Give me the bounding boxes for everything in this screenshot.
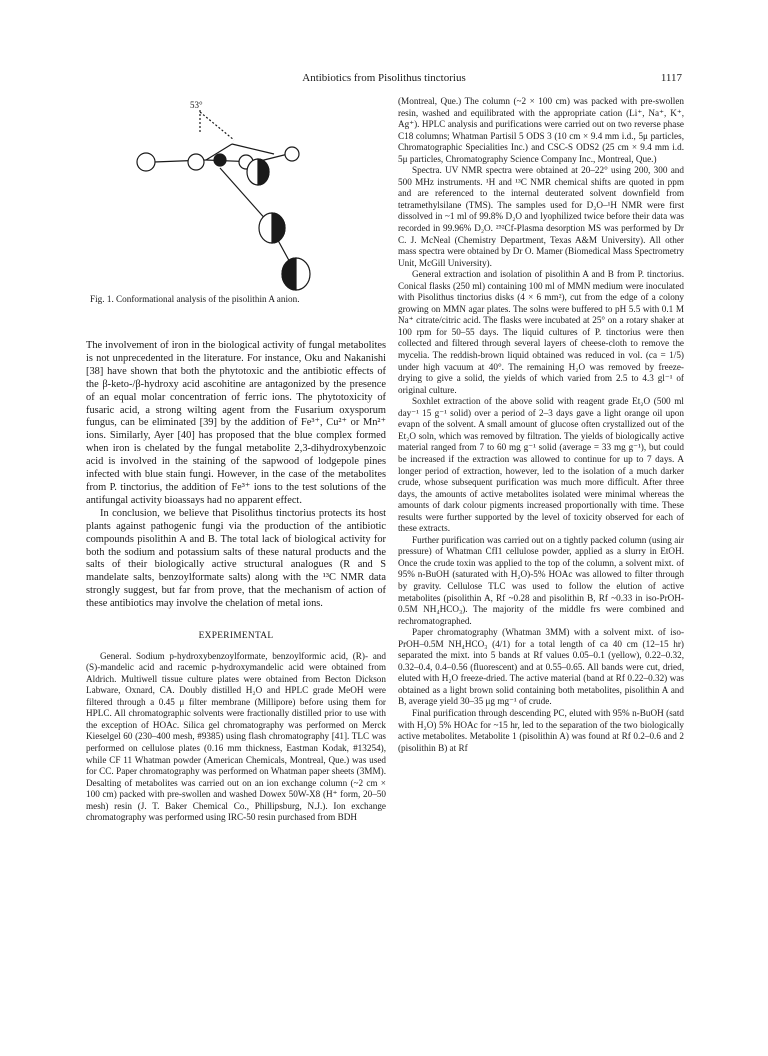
- angle-label: 53°: [190, 100, 203, 110]
- conformational-diagram: [86, 96, 386, 296]
- atom-sphere: [285, 147, 299, 161]
- paragraph: General extraction and isolation of pisolithin A and B from P. tinctorius. Conical flasks (250 ml) containing 100 ml of MMN medium were inoculated with Pisolithus tinctorius disks (4 × 6 mm²), cut from the edge of a colony growing on MMN agar plates. The solns were buffered to pH 5.5 with 0.1 M Na⁺ citrate/citric acid. The flasks were incubated at 25° on a rotary shaker at 100 rpm for 50–55 days. The liquid cultures of P. tinctorius were then collected and filtered through several layers of cheese-cloth to remove the mycelia. The reddish-brown liquid obtained was reduced in vol. (ca = 1/5) under high vacuum at 40°. The remaining H₂O was removed by freeze-drying to give a solid, the yields of which varied from 2.5 to 4.3 gl⁻¹ of original culture.: [398, 269, 684, 395]
- paragraph: The involvement of iron in the biological activity of fungal metabolites is not unprecedented in the literature. For instance, Oku and Nakanishi [38] have shown that both the phytotoxic and the antibiotic effects of the β-keto-/β-hydroxy acid ascohitine are antagonized by the presence of an equal molar concentration of ferric ions. The phytotoxicity of fusaric acid, a strong wilting agent from the Fusarium oxysporum fungus, can be eliminated [39] by the addition of Fe³⁺, Cu²⁺ or Mn²⁺ ions. Similarly, Ayer [40] has proposed that the blue complex formed when iron is chelated by the fungal metabolite 2,3-dihydroxybenzoic acid is involved in the staining of the sapwood of lodgepole pines infected with blue stain fungi. However, in the case of the metabolites from P. tinctorius, the addition of Fe³⁺ ions to the test solutions of the antifungal activity bioassays had no apparent effect.: [86, 340, 386, 506]
- page-number: 1117: [660, 72, 682, 84]
- discussion-text: [86, 340, 386, 611]
- orbital-lobe-shaded: [258, 159, 269, 185]
- figure-caption: Fig. 1. Conformational analysis of the pisolithin A anion.: [90, 294, 300, 304]
- figure-1: [86, 96, 386, 306]
- paragraph: Spectra. UV NMR spectra were obtained at 20–22° using 200, 300 and 500 MHz instruments. ¹H and ¹³C NMR chemical shifts are quoted in ppm and are referenced to the internal deuterated solvent downfield from tetramethylsilane (TMS). The samples used for D₂O–¹H NMR were first dissolved in ~1 ml of 99.8% D₂O and lyophilized twice before their data was recorded in 99.96% D₂O. ²⁵²Cf-Plasma desorption MS was performed by Dr C. J. McNeal (Chemistry Department, Texas A&M University). All other mass spectra were obtained by Dr O. Mamer (Biomedical Mass Spectrometry Unit, McGill University).: [398, 165, 684, 268]
- orbital-lobe-shaded: [282, 258, 296, 290]
- atom-sphere: [137, 153, 155, 171]
- orbital-lobe-shaded: [272, 213, 285, 243]
- atom-sphere: [188, 154, 204, 170]
- paragraph: Paper chromatography (Whatman 3MM) with a solvent mixt. of iso-PrOH–0.5M NH₄HCO₃ (4/1) for a total length of ca 40 cm (12–15 hr) separated the mixt. into 5 bands at Rf values 0.05–0.1 (yellow), 0.22–0.32, 0.32–0.4, 0.4–0.56 (fluorescent) and at 0.55–0.65. All bands were cut, dried, eluted with H₂O freeze-dried. The active material (band at Rf 0.22–0.32) was obtained as a light brown solid containing both metabolites, pisolithin A and B, average yield 30–35 μg mg⁻¹ of crude.: [398, 627, 684, 707]
- paragraph: Further purification was carried out on a tightly packed column (using air pressure) of Whatman CfI1 cellulose powder, applied as a slurry in EtOH. Once the crude toxin was applied to the top of the column, a solvent mixt. of 95% n-BuOH (saturated with H₂O)-5% HOAc was allowed to filter through by gravity. Cellulose TLC was used to follow the elution of active metabolites (pisolithin A, Rf ~0.28 and pisolithin B, Rf ~0.33 in iso-PrOH-0.5M NH₄HCO₃). The majority of the middle frs were combined and rechromatographed.: [398, 534, 684, 626]
- section-heading: EXPERIMENTAL: [198, 631, 274, 642]
- paragraph: (Montreal, Que.) The column (~2 × 100 cm) was packed with pre-swollen resin, washed and equilibrated with the appropriate cation (Li⁺, Na⁺, K⁺, Ag⁺). HPLC analysis and purifications were carried out on two reverse phase C18 columns; Whatman Partisil 5 ODS 3 (10 cm × 9.4 mm i.d., 5μ particles, Chromatographic Specialities Inc.) and CSC-S ODS2 (25 cm × 9.4 mm i.d. 5μ particles, Chromatography Science Company Inc., Montreal, Que.): [398, 96, 684, 164]
- running-head: [0, 72, 768, 88]
- dashed-angle-line: [200, 112, 234, 140]
- paragraph: In conclusion, we believe that Pisolithus tinctorius protects its host plants against pathogenic fungi via the production of the antibiotic compounds pisolithin A and B. The total lack of biological activity for both the sodium and potassium salts of these natural products and the salts of their biologically active structural analogues (R and S mandelate salts, benzoylformate salts) along with the ¹³C NMR data strongly suggest, but far from prove, that the mechanism of action of these antibiotics may involve the chelation of metal ions.: [86, 507, 386, 610]
- paragraph: Final purification through descending PC, eluted with 95% n-BuOH (satd with H₂O) 5% HOAc for ~15 hr, led to the separation of the two biologically active metabolites. Metabolite 1 (pisolithin A) was found at Rf 0.2–0.6 and 2 (pisolithin B) at Rf: [398, 707, 684, 753]
- right-column: [398, 96, 684, 754]
- paragraph: General. Sodium p-hydroxybenzoylformate, benzoylformic acid, (R)- and (S)-mandelic acid and racemic p-hydroxymandelic acid were obtained from Aldrich. Multiwell tissue culture plates were obtained from Becton Dickson Labware, Oxnard, CA. Doubly distilled H₂O and HPLC grade MeOH were filtered through a 0.45 μ filter membrane (Millipore) before using them for HPLC. All chromatographic solvents were fractionally distilled prior to use with the exception of HOAc. Silica gel chromatography was performed on Merck Kieselgel 60 (230–400 mesh, #9385) using flash chromatography [41]. TLC was performed on cellulose plates (0.16 mm thickness, Eastman Kodak, #13254), while CF 11 Whatman powder (American Chemicals, Montreal, Que.) was used for CC. Paper chromatography was performed on Whatman paper sheets (3MM). Desalting of metabolites was carried out on an ion exchange column (~2 cm × 100 cm) packed with pre-swollen and washed Dowex 50W-X8 (H⁺ form, 20–50 mesh) resin (J. T. Baker Chemical Co., Phillipsburg, N.J.). Ion exchange chromatography was performed using IRC-50 resin purchased from BDH: [86, 650, 386, 823]
- running-title: Antibiotics from Pisolithus tinctorius: [302, 72, 466, 84]
- left-column: [86, 96, 386, 824]
- paragraph: Soxhlet extraction of the above solid with reagent grade Et₂O (500 ml day⁻¹ 15 g⁻¹ solid) over a period of 2–3 days gave a light orange oil upon evapn of the solvent. A small amount of glucose often crystallized out of the Et₂O soln, which was removed by filtration. The yields of biologically active material ranged from 7 to 60 mg g⁻¹ solid (average = 33 mg g⁻¹), but could be increased if the extraction was allowed to continue for up to 7 days. A longer period of extraction, however, led to the isolation of a much darker crude, whose subsequent purification was much more difficult. After three days, the amounts of active metabolites isolated were minimal whereas the amounts of dark colour pigments increased proportionally with time. These results were further supported by the level of toxicity observed for each of these extracts.: [398, 396, 684, 534]
- bond: [232, 144, 274, 154]
- atom-center: [214, 154, 226, 166]
